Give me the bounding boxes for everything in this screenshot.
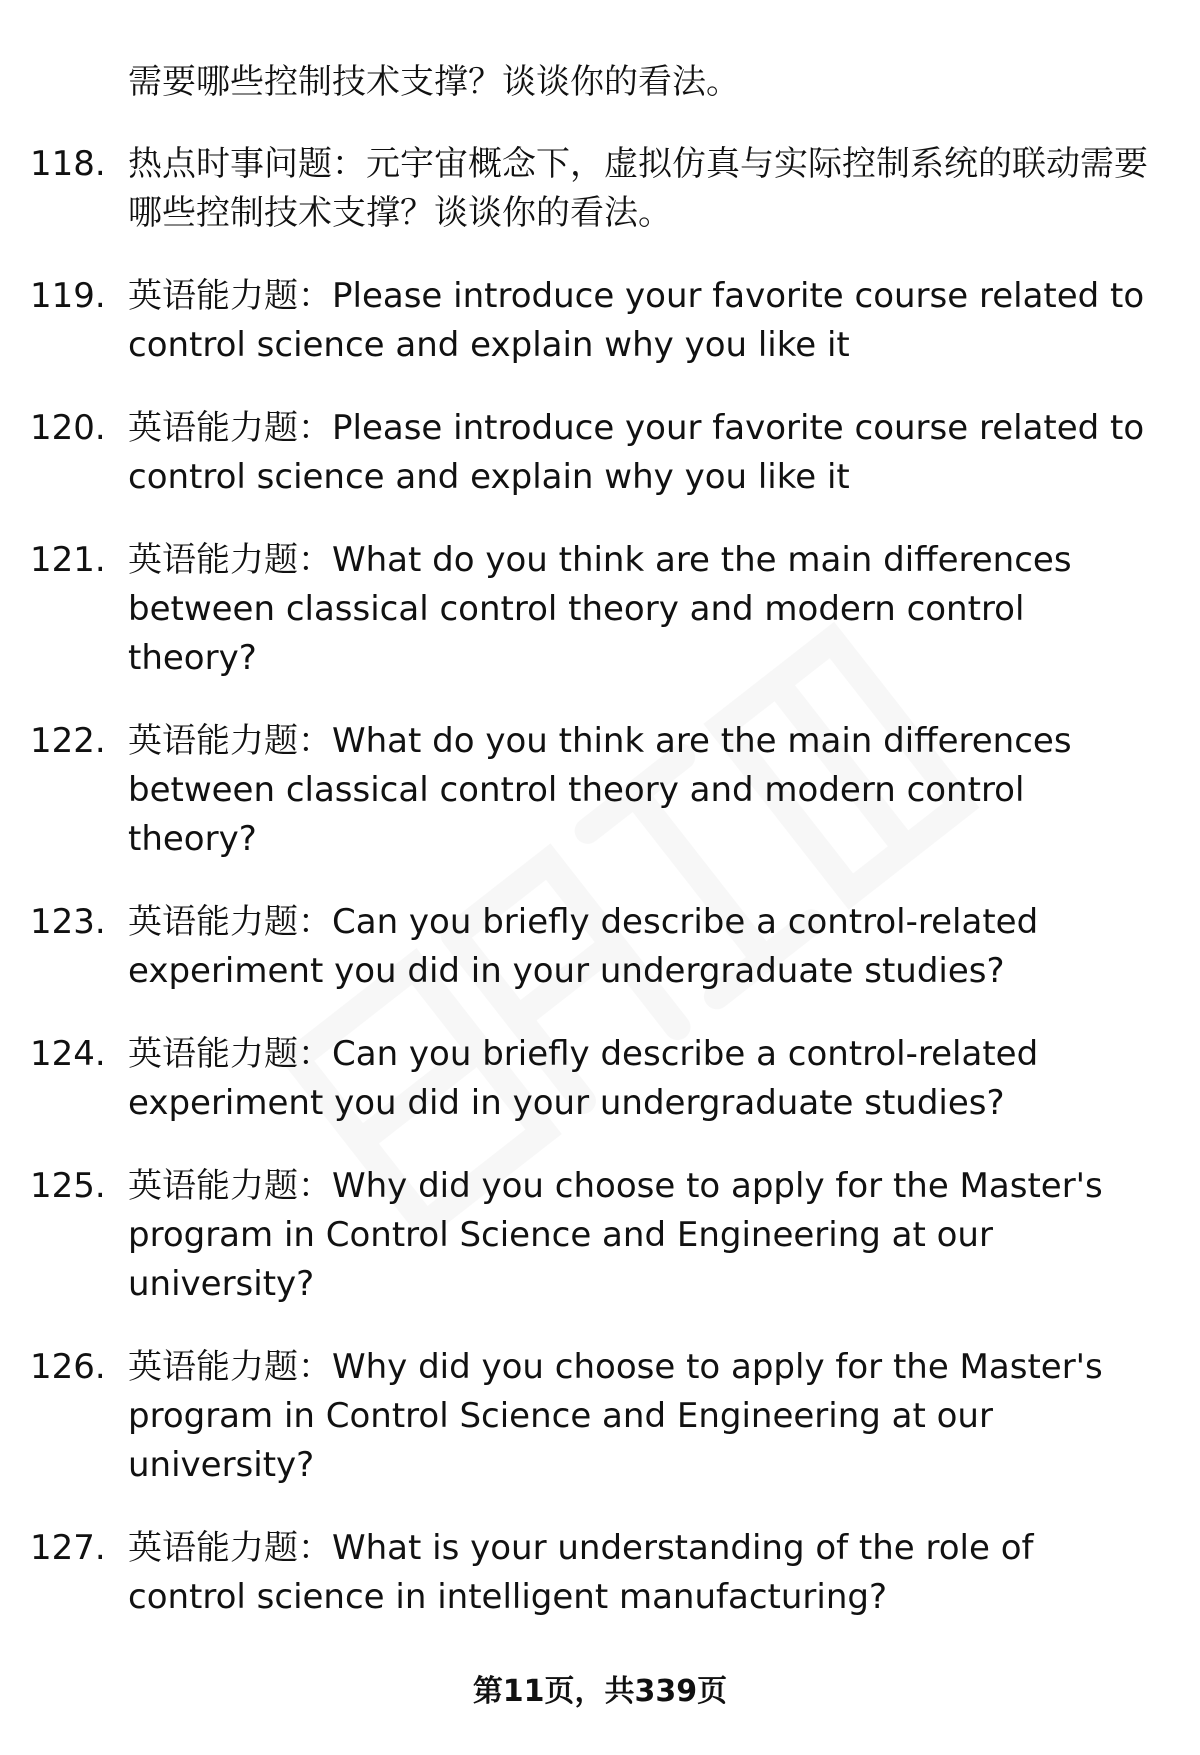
list-item — [30, 536, 1160, 683]
item-text: 英语能力题：What do you think are the main differences between classical control theory and modern control theory? — [128, 721, 1072, 859]
item-text: 英语能力题：What is your understanding of the role of control science in intelligent manufacturing? — [128, 1528, 1034, 1617]
item-text: 英语能力题：What do you think are the main differences between classical control theory and modern control theory? — [128, 540, 1072, 678]
list-item — [30, 898, 1160, 996]
item-number: 127. — [30, 1528, 106, 1568]
list-item — [30, 272, 1160, 370]
page-number-footer: 第11页，共339页 — [472, 1674, 728, 1709]
list-item — [30, 1343, 1160, 1490]
item-number: 120. — [30, 408, 106, 448]
item-text: 英语能力题：Please introduce your favorite course related to control science and explain why you like it — [128, 408, 1145, 497]
item-number: 118. — [30, 144, 106, 184]
list-item — [30, 1162, 1160, 1309]
item-text: 英语能力题：Why did you choose to apply for the Master's program in Control Science and Engineering at our university? — [128, 1166, 1103, 1304]
item-number: 123. — [30, 902, 106, 942]
item-number: 121. — [30, 540, 106, 580]
list-item — [30, 1030, 1160, 1128]
item-text: 英语能力题：Can you briefly describe a control-related experiment you did in your undergraduate studies? — [128, 902, 1039, 991]
continuation-text: 需要哪些控制技术支撑？谈谈你的看法。 — [128, 62, 740, 102]
list-item — [30, 1524, 1160, 1622]
list-item — [30, 140, 1160, 238]
list-item — [30, 404, 1160, 502]
question-list — [30, 140, 1160, 1656]
item-number: 126. — [30, 1347, 106, 1387]
item-number: 119. — [30, 276, 106, 316]
item-number: 122. — [30, 721, 106, 761]
item-text: 热点时事问题：元宇宙概念下，虚拟仿真与实际控制系统的联动需要哪些控制技术支撑？谈谈你的看法。 — [128, 144, 1148, 233]
list-item — [30, 717, 1160, 864]
item-number: 125. — [30, 1166, 106, 1206]
item-text: 英语能力题：Can you briefly describe a control-related experiment you did in your undergraduate studies? — [128, 1034, 1039, 1123]
item-text: 英语能力题：Why did you choose to apply for the Master's program in Control Science and Engineering at our university? — [128, 1347, 1103, 1485]
item-text: 英语能力题：Please introduce your favorite course related to control science and explain why you like it — [128, 276, 1145, 365]
item-number: 124. — [30, 1034, 106, 1074]
